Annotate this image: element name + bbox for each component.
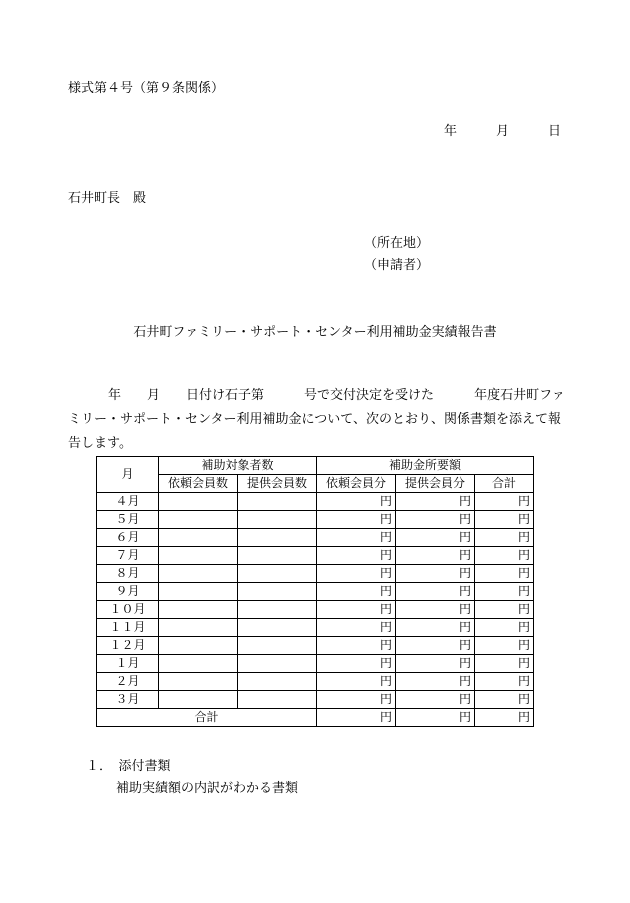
attachments-heading: １． 添付書類 — [86, 759, 171, 774]
table-row — [97, 655, 534, 673]
yen-cell[interactable]: 円 — [317, 493, 396, 511]
month-cell: １０月 — [97, 601, 159, 619]
body-line-2: ミリー・サポート・センター利用補助金について、次のとおり、関係書類を添えて報 — [68, 412, 561, 427]
form-number: 様式第４号（第９条関係） — [68, 81, 225, 96]
yen-cell[interactable]: 円 — [475, 511, 534, 529]
count-cell[interactable] — [238, 493, 317, 511]
required-amount-header: 補助金所要額 — [317, 457, 534, 475]
sub-header: 提供会員分 — [396, 475, 475, 493]
yen-cell[interactable]: 円 — [317, 655, 396, 673]
report-table — [96, 456, 534, 727]
count-cell[interactable] — [159, 565, 238, 583]
yen-cell[interactable]: 円 — [475, 673, 534, 691]
month-cell: ９月 — [97, 583, 159, 601]
table-row — [97, 691, 534, 709]
count-cell[interactable] — [159, 673, 238, 691]
count-cell[interactable] — [238, 565, 317, 583]
body-line-3: 告します。 — [68, 436, 132, 451]
table-row — [97, 529, 534, 547]
count-cell[interactable] — [238, 583, 317, 601]
date-month-label: 月 — [496, 124, 510, 139]
table-row — [97, 601, 534, 619]
sub-header: 提供会員数 — [238, 475, 317, 493]
month-header: 月 — [97, 457, 159, 493]
month-cell: ６月 — [97, 529, 159, 547]
document-title: 石井町ファミリー・サポート・センター利用補助金実績報告書 — [133, 325, 497, 340]
count-cell[interactable] — [238, 673, 317, 691]
yen-cell[interactable]: 円 — [317, 637, 396, 655]
yen-cell[interactable]: 円 — [396, 673, 475, 691]
count-cell[interactable] — [159, 655, 238, 673]
yen-cell[interactable]: 円 — [396, 709, 475, 727]
yen-cell[interactable]: 円 — [396, 493, 475, 511]
yen-cell[interactable]: 円 — [317, 529, 396, 547]
applicant-label: （申請者） — [364, 258, 430, 273]
body-paragraph — [68, 384, 568, 456]
yen-cell[interactable]: 円 — [396, 655, 475, 673]
count-cell[interactable] — [159, 583, 238, 601]
count-cell[interactable] — [159, 601, 238, 619]
yen-cell[interactable]: 円 — [475, 583, 534, 601]
yen-cell[interactable]: 円 — [396, 601, 475, 619]
month-cell: ３月 — [97, 691, 159, 709]
yen-cell[interactable]: 円 — [317, 601, 396, 619]
yen-cell[interactable]: 円 — [396, 547, 475, 565]
body-month: 月 — [147, 388, 161, 403]
table-row — [97, 583, 534, 601]
date-year-label: 年 — [444, 124, 458, 139]
count-cell[interactable] — [159, 511, 238, 529]
month-cell: ５月 — [97, 511, 159, 529]
yen-cell[interactable]: 円 — [317, 565, 396, 583]
body-year: 年 — [108, 388, 122, 403]
yen-cell[interactable]: 円 — [317, 511, 396, 529]
yen-cell[interactable]: 円 — [475, 547, 534, 565]
yen-cell[interactable]: 円 — [396, 511, 475, 529]
count-cell[interactable] — [159, 529, 238, 547]
table-row — [97, 493, 534, 511]
month-cell: １月 — [97, 655, 159, 673]
header-row-1 — [97, 457, 534, 475]
location-label: （所在地） — [364, 236, 430, 251]
count-cell[interactable] — [159, 547, 238, 565]
yen-cell[interactable]: 円 — [475, 655, 534, 673]
month-cell: ２月 — [97, 673, 159, 691]
count-cell[interactable] — [159, 637, 238, 655]
month-cell: ８月 — [97, 565, 159, 583]
yen-cell[interactable]: 円 — [396, 637, 475, 655]
yen-cell[interactable]: 円 — [475, 601, 534, 619]
body-number-suffix: 号で交付決定を受けた — [304, 388, 435, 403]
count-cell[interactable] — [159, 493, 238, 511]
sub-header: 依頼会員数 — [159, 475, 238, 493]
yen-cell[interactable]: 円 — [317, 691, 396, 709]
total-label: 合計 — [97, 709, 317, 727]
count-cell[interactable] — [159, 691, 238, 709]
month-cell: １２月 — [97, 637, 159, 655]
count-cell[interactable] — [238, 547, 317, 565]
yen-cell[interactable]: 円 — [475, 565, 534, 583]
count-cell[interactable] — [238, 601, 317, 619]
sub-header: 合計 — [475, 475, 534, 493]
count-cell[interactable] — [238, 655, 317, 673]
yen-cell[interactable]: 円 — [396, 691, 475, 709]
month-cell: ７月 — [97, 547, 159, 565]
yen-cell[interactable]: 円 — [317, 619, 396, 637]
header-row-2 — [97, 475, 534, 493]
month-cell: ４月 — [97, 493, 159, 511]
yen-cell[interactable]: 円 — [317, 547, 396, 565]
addressee: 石井町長 殿 — [68, 191, 147, 206]
yen-cell[interactable]: 円 — [475, 691, 534, 709]
table-row — [97, 619, 534, 637]
yen-cell[interactable]: 円 — [396, 565, 475, 583]
yen-cell[interactable]: 円 — [317, 583, 396, 601]
sub-header: 依頼会員分 — [317, 475, 396, 493]
count-cell[interactable] — [159, 619, 238, 637]
month-cell: １１月 — [97, 619, 159, 637]
subject-count-header: 補助対象者数 — [159, 457, 317, 475]
table-row — [97, 511, 534, 529]
yen-cell[interactable]: 円 — [317, 673, 396, 691]
count-cell[interactable] — [238, 529, 317, 547]
count-cell[interactable] — [238, 511, 317, 529]
yen-cell[interactable]: 円 — [475, 529, 534, 547]
yen-cell[interactable]: 円 — [475, 709, 534, 727]
count-cell[interactable] — [238, 691, 317, 709]
body-dated-prefix: 日付け石子第 — [186, 388, 265, 403]
yen-cell[interactable]: 円 — [317, 709, 396, 727]
yen-cell[interactable]: 円 — [396, 619, 475, 637]
yen-cell[interactable]: 円 — [396, 529, 475, 547]
yen-cell[interactable]: 円 — [475, 493, 534, 511]
table-row — [97, 673, 534, 691]
total-row — [97, 709, 534, 727]
body-fiscal-year: 年度石井町ファ — [474, 388, 565, 403]
table-row — [97, 565, 534, 583]
date-day-label: 日 — [548, 124, 562, 139]
yen-cell[interactable]: 円 — [475, 637, 534, 655]
attachment-item: 補助実績額の内訳がわかる書類 — [116, 781, 299, 796]
count-cell[interactable] — [238, 619, 317, 637]
table-row — [97, 547, 534, 565]
yen-cell[interactable]: 円 — [396, 583, 475, 601]
table-row — [97, 637, 534, 655]
yen-cell[interactable]: 円 — [475, 619, 534, 637]
count-cell[interactable] — [238, 637, 317, 655]
